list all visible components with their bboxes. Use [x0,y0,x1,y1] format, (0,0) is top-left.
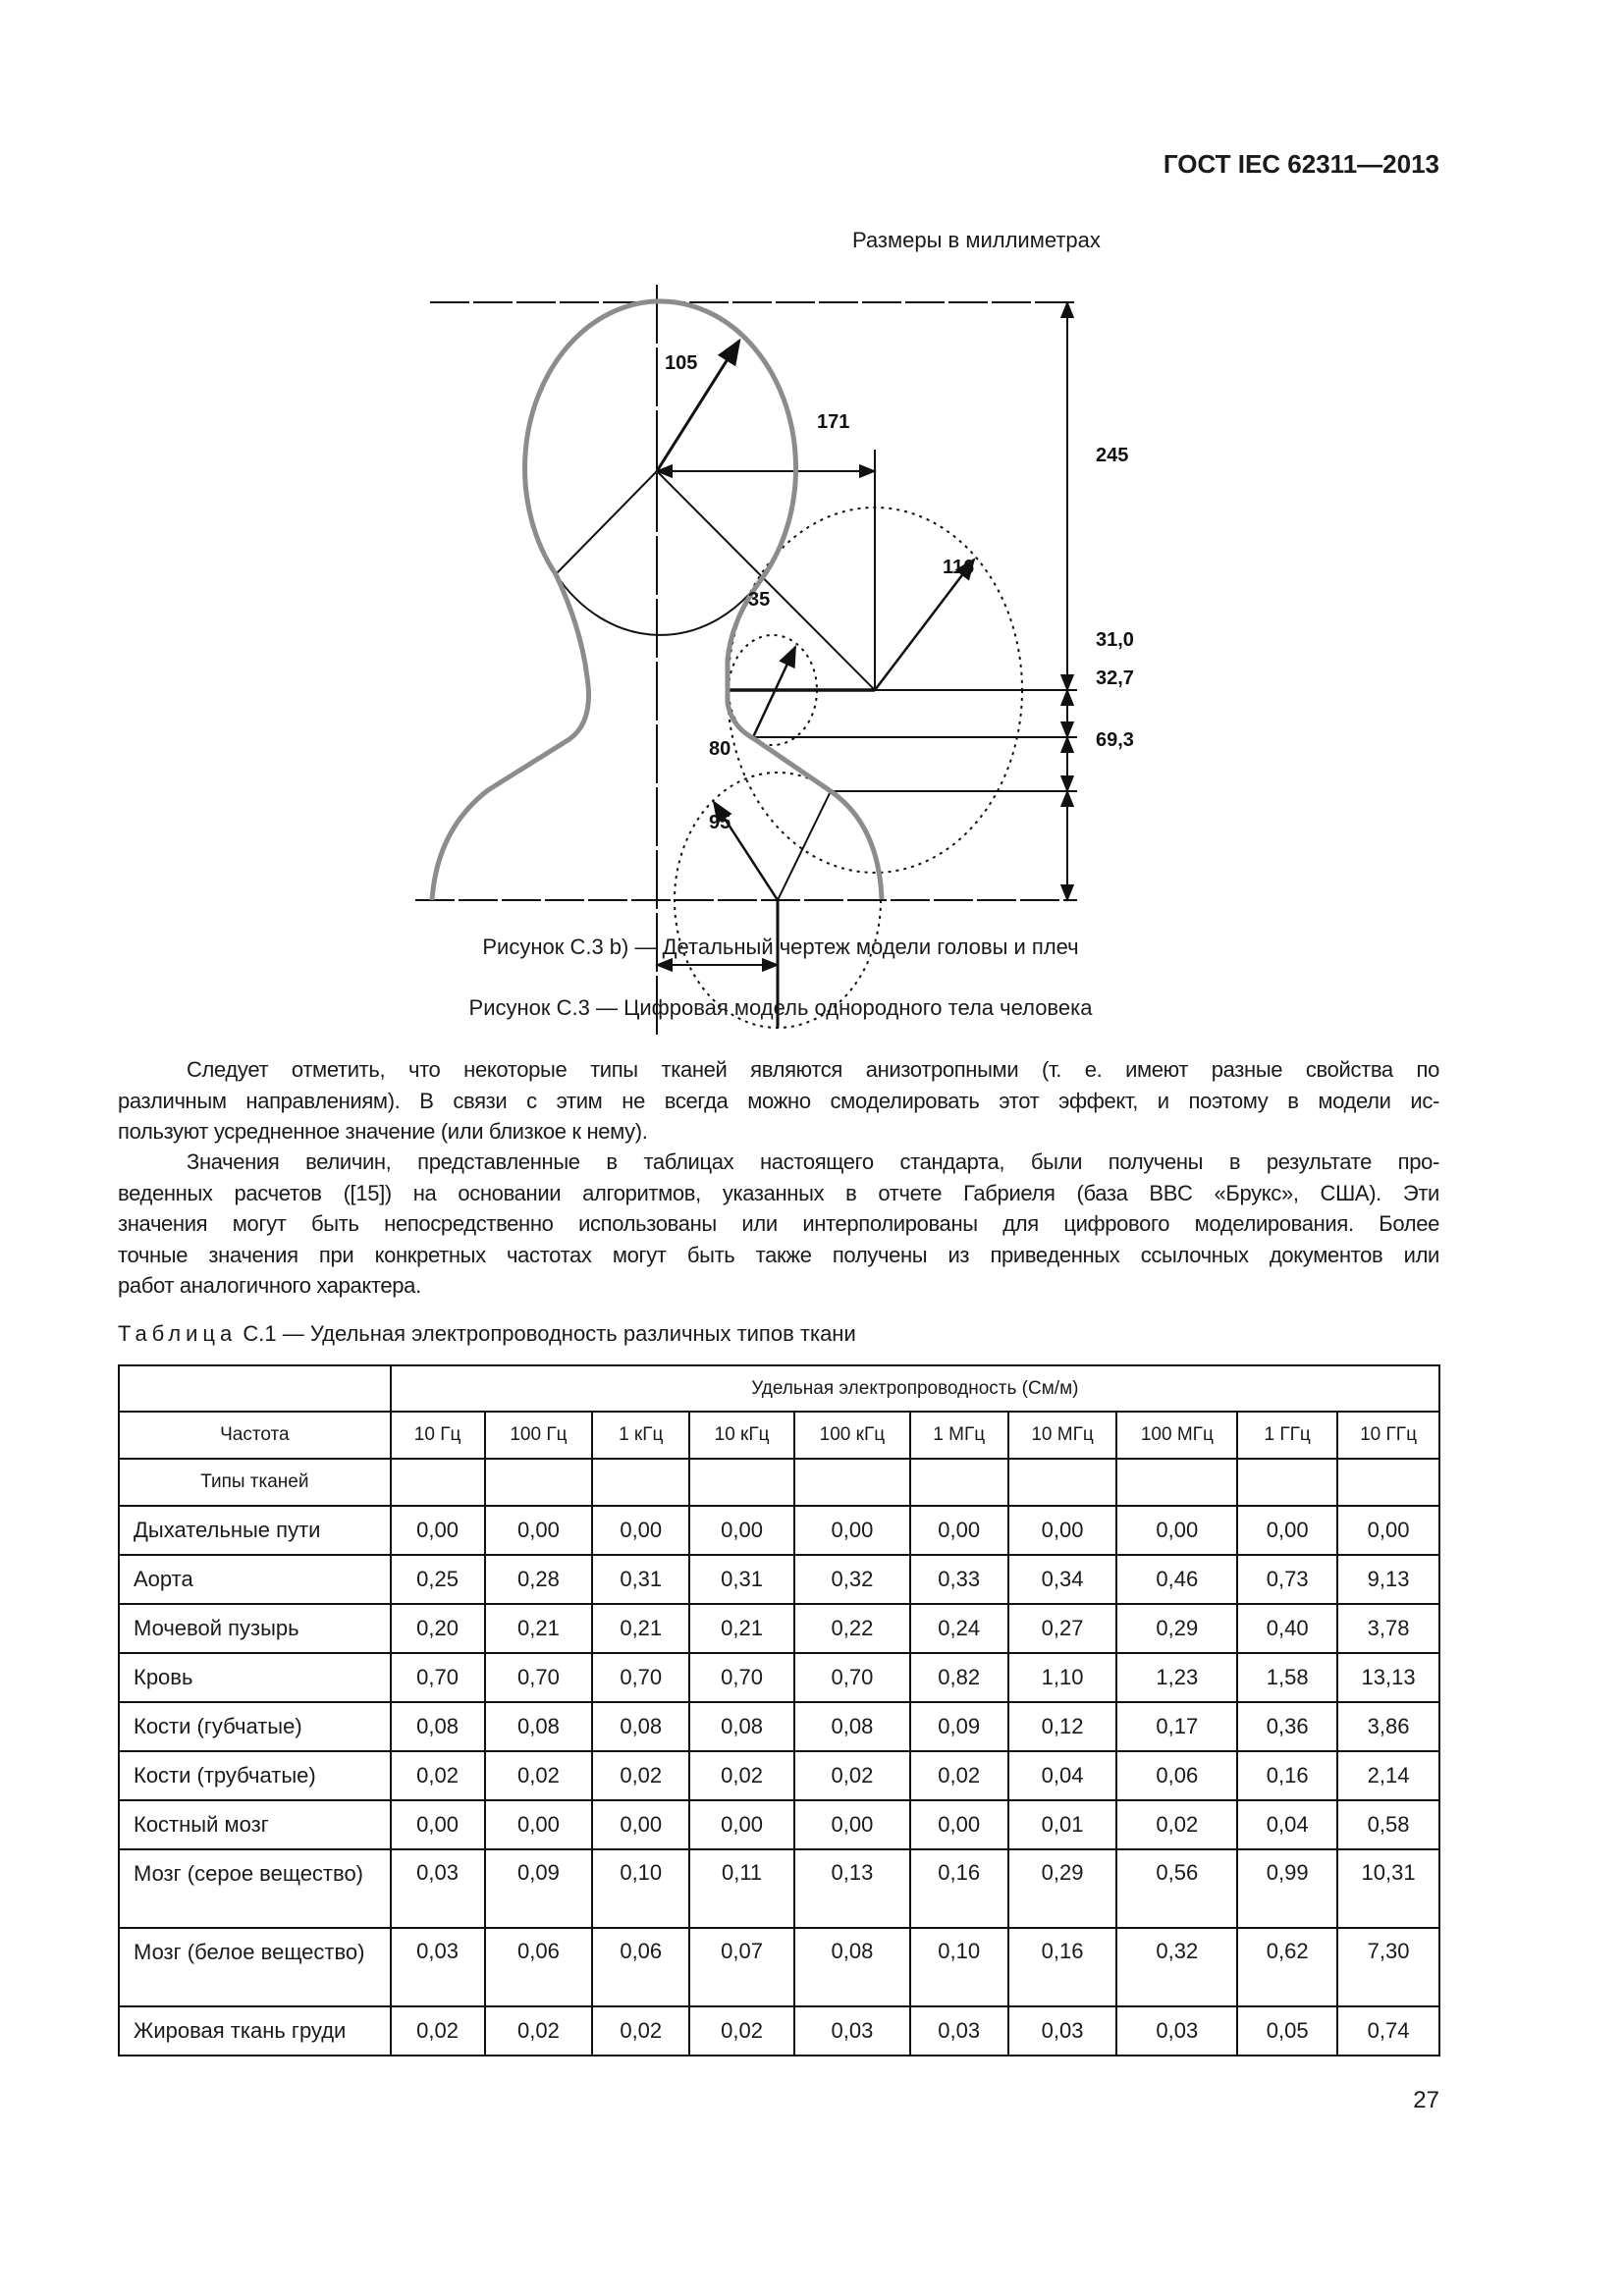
conductivity-value: 0,00 [910,1800,1008,1849]
tissue-name: Кровь [119,1653,391,1702]
conductivity-value: 0,08 [592,1702,689,1751]
text-line: работ аналогичного характера. [118,1273,421,1298]
conductivity-value: 0,02 [485,1751,593,1800]
page-number: 27 [1413,2087,1439,2113]
conductivity-value: 0,10 [910,1928,1008,2006]
conductivity-value: 0,29 [1008,1849,1117,1928]
conductivity-value: 1,10 [1008,1653,1117,1702]
group-header: Удельная электропроводность (См/м) [391,1365,1439,1412]
freq-header: 10 Гц [391,1412,485,1459]
conductivity-value: 0,16 [1237,1751,1337,1800]
label-116: 116 [943,557,975,578]
conductivity-value: 0,21 [689,1604,794,1653]
table-title [118,1321,856,1347]
radius-arrow-35 [753,647,795,737]
empty-cell [391,1459,485,1506]
conductivity-value: 1,23 [1116,1653,1237,1702]
empty-cell [485,1459,593,1506]
conductivity-value: 0,07 [689,1928,794,2006]
conductivity-value: 0,00 [391,1506,485,1555]
table-row [119,2006,1439,2056]
text-line: Значения величин, представленные в таблицах настоящего стандарта, были получены в результате про- [187,1149,1439,1174]
conductivity-value: 3,86 [1337,1702,1439,1751]
conductivity-value: 0,28 [485,1555,593,1604]
conductivity-value: 0,33 [910,1555,1008,1604]
label-245: 245 [1096,445,1129,466]
conductivity-value: 0,06 [485,1928,593,2006]
text-line: точные значения при конкретных частотах могут быть также получены из приведенных ссылочных документов или [118,1242,1439,1267]
conductivity-value: 0,00 [485,1506,593,1555]
conductivity-value: 0,99 [1237,1849,1337,1928]
conductivity-value: 0,34 [1008,1555,1117,1604]
freq-header: 1 ГГц [1237,1412,1337,1459]
table-row [119,1653,1439,1702]
conductivity-value: 0,09 [910,1702,1008,1751]
conductivity-value: 1,58 [1237,1653,1337,1702]
conductivity-value: 0,02 [391,2006,485,2056]
label-31: 31,0 [1096,629,1134,651]
conductivity-value: 0,02 [689,2006,794,2056]
conductivity-value: 0,02 [1116,1800,1237,1849]
tissue-name: Мозг (белое вещество) [119,1928,391,2006]
units-note: Размеры в миллиметрах [852,228,1101,252]
conductivity-value: 0,12 [1008,1702,1117,1751]
conductivity-value: 0,02 [592,1751,689,1800]
label-171: 171 [817,411,850,433]
conductivity-value: 0,32 [1116,1928,1237,2006]
conductivity-value: 0,08 [391,1702,485,1751]
freq-label: Частота [119,1412,391,1459]
empty-cell [1008,1459,1117,1506]
label-35: 35 [748,589,771,611]
conductivity-value: 0,31 [592,1555,689,1604]
conductivity-value: 0,32 [794,1555,910,1604]
conductivity-value: 0,00 [794,1506,910,1555]
label-32: 32,7 [1096,667,1134,689]
conductivity-value: 0,00 [1237,1506,1337,1555]
conductivity-value: 0,62 [1237,1928,1337,2006]
empty-cell [1237,1459,1337,1506]
conductivity-value: 0,21 [592,1604,689,1653]
conductivity-value: 0,01 [1008,1800,1117,1849]
tissue-name: Костный мозг [119,1800,391,1849]
conductivity-value: 0,11 [689,1849,794,1928]
paragraph-values [118,1147,1439,1302]
conductivity-value: 0,74 [1337,2006,1439,2056]
head-shoulders-drawing [0,0,1624,1080]
conductivity-value: 0,17 [1116,1702,1237,1751]
empty-cell [794,1459,910,1506]
freq-header: 1 МГц [910,1412,1008,1459]
conductivity-value: 0,31 [689,1555,794,1604]
conductivity-value: 2,14 [1337,1751,1439,1800]
table-row [119,1849,1439,1928]
conductivity-value: 0,00 [910,1506,1008,1555]
conductivity-value: 0,06 [1116,1751,1237,1800]
figure-caption: Рисунок С.3 — Цифровая модель однородного тела человека [468,995,1093,1020]
conductivity-value: 0,70 [592,1653,689,1702]
conductivity-value: 0,03 [910,2006,1008,2056]
conductivity-value: 0,36 [1237,1702,1337,1751]
conductivity-value: 0,29 [1116,1604,1237,1653]
conductivity-value: 0,10 [592,1849,689,1928]
empty-cell [1116,1459,1237,1506]
table-row [119,1800,1439,1849]
conductivity-value: 0,73 [1237,1555,1337,1604]
conductivity-value: 0,40 [1237,1604,1337,1653]
conductivity-value: 0,02 [689,1751,794,1800]
conductivity-value: 0,20 [391,1604,485,1653]
freq-header: 1 кГц [592,1412,689,1459]
freq-header: 100 кГц [794,1412,910,1459]
freq-header: 10 кГц [689,1412,794,1459]
conductivity-value: 0,02 [391,1751,485,1800]
conductivity-value: 0,58 [1337,1800,1439,1849]
conductivity-value: 0,16 [910,1849,1008,1928]
document-id-header: ГОСТ IEC 62311—2013 [1163,149,1439,179]
conductivity-value: 0,22 [794,1604,910,1653]
conductivity-value: 0,02 [592,2006,689,2056]
conductivity-value: 0,04 [1237,1800,1337,1849]
conductivity-value: 0,00 [592,1800,689,1849]
conductivity-value: 0,09 [485,1849,593,1928]
freq-header: 100 МГц [1116,1412,1237,1459]
conductivity-value: 0,00 [1337,1506,1439,1555]
conductivity-value: 0,70 [485,1653,593,1702]
conductivity-value: 7,30 [1337,1928,1439,2006]
conductivity-value: 0,03 [391,1928,485,2006]
tissue-name: Мочевой пузырь [119,1604,391,1653]
tissue-name: Кости (губчатые) [119,1702,391,1751]
conductivity-value: 0,08 [485,1702,593,1751]
conductivity-value: 13,13 [1337,1653,1439,1702]
table-row [119,1928,1439,2006]
label-95: 95 [709,812,731,833]
table-row [119,1555,1439,1604]
conductivity-value: 0,00 [485,1800,593,1849]
conductivity-value: 0,46 [1116,1555,1237,1604]
table-row [119,1604,1439,1653]
label-105: 105 [665,352,698,374]
corner-cell [119,1365,391,1412]
conductivity-value: 0,21 [485,1604,593,1653]
radius-arrow-116 [875,560,974,690]
conductivity-value: 0,25 [391,1555,485,1604]
conductivity-value: 0,08 [794,1702,910,1751]
conductivity-value: 0,02 [794,1751,910,1800]
empty-cell [910,1459,1008,1506]
conductivity-value: 3,78 [1337,1604,1439,1653]
conductivity-value: 0,70 [794,1653,910,1702]
freq-header: 100 Гц [485,1412,593,1459]
conductivity-value: 9,13 [1337,1555,1439,1604]
text-line: веденных расчетов ([15]) на основании алгоритмов, указанных в отчете Габриеля (база BBC «Брукс», США). Эти [118,1180,1439,1205]
conductivity-value: 0,03 [1008,2006,1117,2056]
conductivity-value: 0,02 [485,2006,593,2056]
freq-header: 10 ГГц [1337,1412,1439,1459]
tissue-label: Типы тканей [119,1459,391,1506]
paragraph-anisotropy [118,1054,1439,1148]
table-row [119,1702,1439,1751]
conductivity-table [118,1364,1440,2056]
conductivity-value: 0,05 [1237,2006,1337,2056]
table-title-text: С.1 — Удельная электропроводность различных типов ткани [243,1321,856,1346]
conductivity-value: 0,00 [794,1800,910,1849]
tissue-name: Аорта [119,1555,391,1604]
label-80: 80 [709,738,731,760]
tissue-name: Дыхательные пути [119,1506,391,1555]
table-title-prefix: Таблица [118,1321,238,1346]
conductivity-value: 10,31 [1337,1849,1439,1928]
conductivity-value: 0,24 [910,1604,1008,1653]
tissue-name: Кости (трубчатые) [119,1751,391,1800]
conductivity-value: 0,82 [910,1653,1008,1702]
text-line: различным направлениям). В связи с этим не всегда можно смоделировать этот эффект, и поэтому в модели ис- [118,1088,1439,1113]
empty-cell [689,1459,794,1506]
conductivity-value: 0,00 [391,1800,485,1849]
conductivity-value: 0,08 [794,1928,910,2006]
label-69: 69,3 [1096,729,1134,751]
conductivity-value: 0,00 [689,1506,794,1555]
conductivity-value: 0,00 [689,1800,794,1849]
conductivity-value: 0,70 [391,1653,485,1702]
freq-header: 10 МГц [1008,1412,1117,1459]
conductivity-value: 0,70 [689,1653,794,1702]
conductivity-value: 0,06 [592,1928,689,2006]
conductivity-value: 0,56 [1116,1849,1237,1928]
conductivity-value: 0,04 [1008,1751,1117,1800]
conductivity-value: 0,00 [1116,1506,1237,1555]
tissue-name: Мозг (серое вещество) [119,1849,391,1928]
table-row [119,1751,1439,1800]
text-line: значения могут быть непосредственно использованы или интерполированы для цифрового моделирования. Более [118,1211,1439,1236]
conductivity-value: 0,03 [1116,2006,1237,2056]
conductivity-value: 0,08 [689,1702,794,1751]
conductivity-value: 0,00 [1008,1506,1117,1555]
conductivity-value: 0,13 [794,1849,910,1928]
conductivity-value: 0,03 [391,1849,485,1928]
tissue-name: Жировая ткань груди [119,2006,391,2056]
figure-caption-b: Рисунок С.3 b) — Детальный чертеж модели головы и плеч [482,934,1079,959]
conductivity-value: 0,16 [1008,1928,1117,2006]
text-line: пользуют усредненное значение (или близкое к нему). [118,1119,648,1144]
conductivity-value: 0,03 [794,2006,910,2056]
text-line: Следует отметить, что некоторые типы тканей являются анизотропными (т. е. имеют разные свойства по [187,1057,1439,1082]
head-lower-arc [556,574,763,635]
conductivity-value: 0,00 [592,1506,689,1555]
empty-cell [1337,1459,1439,1506]
conductivity-value: 0,27 [1008,1604,1117,1653]
table-row [119,1506,1439,1555]
empty-cell [592,1459,689,1506]
conductivity-value: 0,02 [910,1751,1008,1800]
